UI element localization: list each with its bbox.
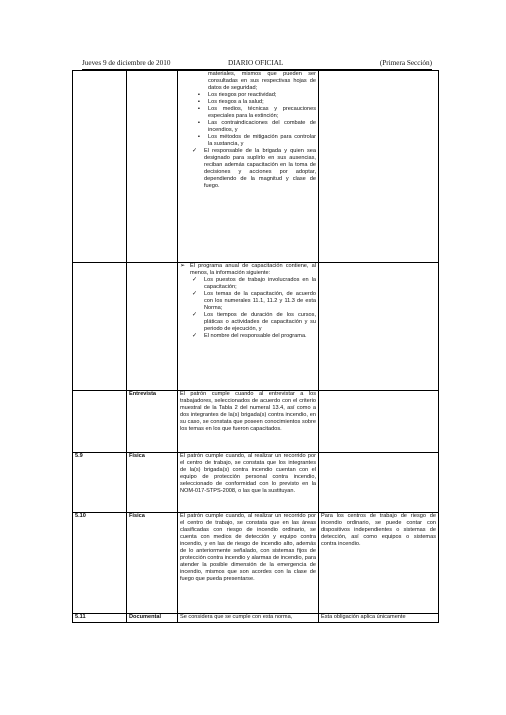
- cell-criteria: [178, 263, 319, 391]
- cell-criteria: Se considera que se cumple con esta norma,: [178, 614, 319, 623]
- table-row: [73, 71, 439, 263]
- compliance-table: [72, 70, 439, 623]
- list-item: ✓ Los temas de la capacitación, de acuerdo con los numerales 11.1, 11.2 y 11.3 de esta Norma;: [180, 291, 316, 312]
- cell-number: 5.10: [73, 513, 127, 614]
- header-date: Jueves 9 de diciembre de 2010: [82, 59, 171, 67]
- cell-number: [73, 391, 127, 453]
- cell-notes: Esta obligación aplica únicamente: [319, 614, 439, 623]
- list-item: ✓ El nombre del responsable del programa.: [180, 333, 316, 340]
- list-item: ✓ El responsable de la brigada y quien sea designado para suplirlo en sus ausencias, reciban además capacitación en la toma de decisiones y acciones por adoptar, dependiendo de la magnitud y clase de fuego.: [180, 148, 316, 190]
- cell-number: [73, 263, 127, 391]
- list-item: ✓ Los tiempos de duración de los cursos, pláticas o actividades de capacitación y su periodo de ejecución, y: [180, 312, 316, 333]
- check-list: [180, 277, 316, 340]
- header-section: (Primera Sección): [379, 59, 432, 67]
- cell-type: Documental: [127, 614, 178, 623]
- cell-number: 5.11: [73, 614, 127, 623]
- cell-type: Entrevista: [127, 391, 178, 453]
- list-item: ✓ Los puestos de trabajo involucrados en la capacitación;: [180, 277, 316, 291]
- list-item: ▪ Los medios, técnicas y precauciones especiales para la extinción;: [180, 106, 316, 120]
- cell-notes: Para los centros de trabajo de riesgo de incendio ordinario, se puede contar con dispositivos independientes o sistemas de detección, así como equipos o sistemas contra incendio.: [319, 513, 439, 614]
- cell-type: [127, 71, 178, 263]
- table-row: [73, 453, 439, 513]
- cell-notes: [319, 391, 439, 453]
- cell-number: [73, 71, 127, 263]
- cell-type: [127, 263, 178, 391]
- cell-criteria: El patrón cumple cuando al entrevistar a los trabajadores, seleccionados de acuerdo con el criterio muestral de la Tabla 2 del numeral 13.4, así como a dos integrantes de la(s) brigada(s) contra incendio, en su caso, se constata que poseen conocimientos sobre los temas en los que fueron capacitados.: [178, 391, 319, 453]
- cell-type: Física: [127, 453, 178, 513]
- cell-criteria: El patrón cumple cuando, al realizar un recorrido por el centro de trabajo, se constata que en las áreas clasificadas con riesgo de incendio ordinario, se cuenta con medios de detección y equipo contra incendio, y en las de riesgo de incendio alto, además de lo anteriormente señalado, con sistemas fijos de protección contra incendio y alarmas de incendio, para atender la posible dimensión de la emergencia de incendio, mismos que son acordes con la clase de fuego que pueda presentarse.: [178, 513, 319, 614]
- table-row: [73, 391, 439, 453]
- cell-criteria: El patrón cumple cuando, al realizar un recorrido por el centro de trabajo, se constata que los integrantes de la(s) brigada(s) contra incendio cuentan con el equipo de protección personal contra incendio, seleccionado de conformidad con lo previsto en la NOM-017-STPS-2008, o las que la sustituyan.: [178, 453, 319, 513]
- table-row: [73, 614, 439, 623]
- continuation-text: materiales, mismos que pueden ser consultadas en sus respectivas hojas de datos de seguridad;: [208, 71, 316, 91]
- bullet-list: [180, 92, 316, 148]
- header-publication: DIARIO OFICIAL: [228, 59, 284, 67]
- cell-notes: [319, 453, 439, 513]
- cell-criteria: [178, 71, 319, 263]
- arrow-item: ➢ El programa anual de capacitación contiene, al menos, la información siguiente:: [180, 263, 316, 277]
- check-list: [180, 148, 316, 190]
- cell-number: 5.9: [73, 453, 127, 513]
- list-item: ▪ Los métodos de mitigación para controlar la sustancia, y: [180, 134, 316, 148]
- table-row: [73, 263, 439, 391]
- cell-notes: [319, 71, 439, 263]
- cell-type: Física: [127, 513, 178, 614]
- list-item: ▪ Los riesgos por reactividad;: [180, 92, 316, 99]
- list-item: ▪ Los riesgos a la salud;: [180, 99, 316, 106]
- list-item: ▪ Las contraindicaciones del combate de incendios, y: [180, 120, 316, 134]
- cell-notes: [319, 263, 439, 391]
- table-row: [73, 513, 439, 614]
